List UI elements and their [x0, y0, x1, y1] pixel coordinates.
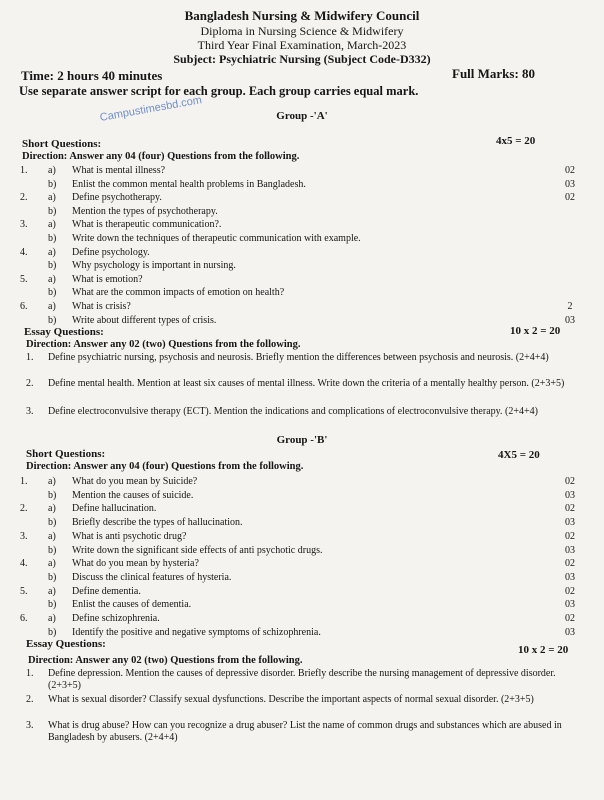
group-b-short-mark: 02: [565, 585, 575, 597]
group-a-short-row: [0, 286, 604, 299]
group-a-short-question-text: What are the common impacts of emotion on health?: [72, 287, 285, 299]
group-a-short-marks: 4x5 = 20: [496, 135, 536, 147]
group-b-short-question-text: Discuss the clinical features of hysteria.: [72, 571, 232, 583]
group-a-short-question-number: 5.: [20, 273, 28, 285]
group-a-short-part-letter: b): [48, 205, 57, 217]
group-b-short-part-letter: b): [48, 571, 57, 583]
group-a-short-row: [0, 259, 604, 272]
group-b-short-part-letter: a): [48, 530, 56, 542]
group-b-short-question-text: Define schizophrenia.: [72, 613, 160, 624]
group-b-short-question-number: 5.: [20, 585, 28, 597]
group-b-short-part-letter: b): [48, 626, 57, 638]
group-b-short-question-text: Enlist the causes of dementia.: [72, 599, 192, 611]
group-a-title: Group -'A': [276, 110, 328, 122]
group-a-essay-question-number: 3.: [26, 406, 34, 417]
group-a-short-question-text: What is emotion?: [72, 273, 143, 285]
group-b-short-row: [0, 612, 604, 625]
group-a-short-row: [0, 246, 604, 259]
group-a-short-question-number: 4.: [20, 246, 28, 258]
group-b-short-mark: 03: [565, 517, 575, 529]
group-a-short-part-letter: a): [48, 219, 56, 231]
group-b-short-question-text: What do you mean by Suicide?: [72, 476, 198, 487]
group-b-short-row: [0, 489, 604, 502]
group-a-short-row: [0, 191, 604, 204]
group-a-short-row: [0, 273, 604, 286]
group-b-short-mark: 03: [565, 489, 575, 501]
group-b-short-mark: 03: [565, 544, 575, 556]
group-a-short-question-number: 3.: [20, 219, 28, 231]
group-a-short-row: [0, 300, 604, 313]
group-b-essay-question-text: What is sexual disorder? Classify sexual dysfunctions. Describe the important aspects of normal sexual disorder. (2+3+5): [48, 694, 534, 705]
group-b-short-row: [0, 585, 604, 598]
group-b-short-part-letter: a): [48, 503, 56, 515]
group-b-short-question-text: Briefly describe the types of hallucination.: [72, 517, 243, 529]
group-b-short-row: [0, 598, 604, 611]
group-a-short-question-text: What is crisis?: [72, 301, 131, 312]
group-b-short-part-letter: a): [48, 585, 56, 597]
group-a-short-row: [0, 218, 604, 231]
group-b-short-question-number: 1.: [20, 476, 28, 487]
group-a-short-question-text: What is therapeutic communication?.: [72, 219, 222, 231]
group-b-short-mark: 03: [565, 626, 575, 638]
group-b-short-part-letter: a): [48, 558, 56, 570]
group-a-short-mark: 03: [565, 178, 575, 190]
general-instruction: Use separate answer script for each group. Each group carries equal mark.: [19, 84, 419, 98]
group-a-short-mark: 2: [567, 301, 573, 312]
group-a-essay-question-number: 1.: [26, 352, 34, 363]
group-a-essay-question-text: Define electroconvulsive therapy (ECT). Mention the indications and complications of electroconvulsive therapy. (2+4+4): [48, 406, 538, 417]
group-a-short-part-letter: b): [48, 287, 57, 299]
group-b-short-question-number: 6.: [20, 613, 28, 624]
group-b-short-row: [0, 502, 604, 515]
group-a-short-question-text: Define psychotherapy.: [72, 192, 162, 204]
group-a-short-question-text: Write down the techniques of therapeutic communication with example.: [72, 233, 361, 244]
group-b-short-question-text: Mention the causes of suicide.: [72, 489, 194, 501]
group-b-short-mark: 03: [565, 571, 575, 583]
group-b-essay-question-text: Define depression. Mention the causes of depressive disorder. Briefly describe the nursing management of depressive disorder.(2+3+5): [48, 668, 556, 691]
group-a-short-part-letter: a): [48, 246, 56, 258]
group-a-short-part-letter: b): [48, 178, 57, 190]
subject-title: Subject: Psychiatric Nursing (Subject Code-D332): [173, 52, 431, 66]
group-a-short-question-text: What is mental illness?: [72, 165, 166, 176]
group-a-short-mark: 03: [565, 314, 575, 326]
group-b-essay-question-number: 3.: [26, 720, 34, 731]
group-b-short-row: [0, 557, 604, 570]
group-b-short-part-letter: a): [48, 613, 56, 624]
group-b-title: Group -'B': [276, 434, 328, 446]
group-a-short-row: [0, 164, 604, 177]
full-marks: Full Marks: 80: [452, 66, 536, 81]
group-b-short-part-letter: a): [48, 476, 56, 487]
group-b-short-row: [0, 571, 604, 584]
group-b-short-mark: 03: [565, 599, 575, 611]
group-b-short-marks: 4X5 = 20: [498, 449, 540, 461]
group-a-essay-heading: Essay Questions:: [24, 326, 104, 338]
group-a-short-mark: 02: [565, 192, 575, 204]
group-a-short-part-letter: a): [48, 192, 56, 204]
group-a-short-row: [0, 205, 604, 218]
group-a-short-heading: Short Questions:: [22, 138, 102, 150]
watermark: Campustimesbd.com: [98, 94, 203, 124]
group-b-short-question-text: What do you mean by hysteria?: [72, 558, 199, 570]
group-b-short-question-text: Identify the positive and negative symptoms of schizophrenia.: [72, 626, 321, 638]
group-a-short-question-text: Write about different types of crisis.: [72, 314, 217, 326]
group-b-short-part-letter: b): [48, 599, 57, 611]
group-a-essay-question-text: Define psychiatric nursing, psychosis and neurosis. Briefly mention the differences between psychosis and neurosis. (2+4+4): [48, 352, 549, 363]
time-allowed: Time: 2 hours 40 minutes: [21, 68, 163, 83]
group-b-short-mark: 02: [565, 558, 575, 570]
group-b-short-row: [0, 544, 604, 557]
group-a-short-part-letter: a): [48, 165, 56, 176]
group-b-short-row: [0, 530, 604, 543]
group-a-essay-question-number: 2.: [26, 378, 34, 389]
group-b-short-row: [0, 475, 604, 488]
diploma-title: Diploma in Nursing Science & Midwifery: [200, 24, 404, 38]
group-b-short-mark: 02: [565, 476, 575, 487]
group-b-essay-question-number: 1.: [26, 668, 34, 679]
group-b-short-question-text: Write down the significant side effects of anti psychotic drugs.: [72, 544, 323, 556]
group-b-essay-marks: 10 x 2 = 20: [518, 644, 569, 656]
group-a-essay-question-text: Define mental health. Mention at least six causes of mental illness. Write down the criteria of a mentally healthy person. (2+3+5): [48, 378, 565, 389]
group-b-short-mark: 02: [565, 613, 575, 624]
group-a-short-direction: Direction: Answer any 04 (four) Questions from the following.: [22, 151, 300, 162]
council-title: Bangladesh Nursing & Midwifery Council: [184, 8, 420, 23]
group-a-short-row: [0, 178, 604, 191]
group-b-short-row: [0, 516, 604, 529]
group-a-short-question-text: Mention the types of psychotherapy.: [72, 205, 218, 217]
group-a-short-part-letter: b): [48, 233, 57, 244]
group-b-essay-question-text: What is drug abuse? How can you recognize a drug abuser? List the name of common drugs and substances which are abused in Bangladesh by abusers. (2+4+4): [48, 720, 562, 743]
group-b-short-question-number: 4.: [20, 558, 28, 570]
group-a-essay-marks: 10 x 2 = 20: [510, 325, 561, 337]
group-b-short-row: [0, 626, 604, 639]
exam-title: Third Year Final Examination, March-2023: [197, 38, 407, 52]
group-a-short-part-letter: b): [48, 260, 57, 272]
group-a-short-part-letter: b): [48, 314, 57, 326]
group-a-short-question-text: Enlist the common mental health problems in Bangladesh.: [72, 178, 306, 190]
group-b-short-part-letter: b): [48, 544, 57, 556]
group-b-short-direction: Direction: Answer any 04 (four) Questions from the following.: [26, 461, 304, 472]
group-a-short-question-number: 6.: [20, 301, 28, 312]
group-a-short-question-text: Define psychology.: [72, 246, 150, 258]
group-b-short-question-text: Define dementia.: [72, 585, 141, 597]
group-b-short-part-letter: b): [48, 517, 57, 529]
group-a-short-mark: 02: [565, 165, 575, 176]
group-b-short-question-text: Define hallucination.: [72, 503, 157, 515]
group-b-short-mark: 02: [565, 503, 575, 515]
group-b-short-question-text: What is anti psychotic drug?: [72, 530, 187, 542]
group-b-short-heading: Short Questions:: [26, 448, 106, 460]
group-a-short-row: [0, 232, 604, 245]
group-a-short-question-number: 2.: [20, 192, 28, 204]
group-b-short-part-letter: b): [48, 489, 57, 501]
group-a-short-question-text: Why psychology is important in nursing.: [72, 260, 236, 272]
group-b-short-question-number: 2.: [20, 503, 28, 515]
group-a-short-part-letter: a): [48, 301, 56, 312]
group-a-short-part-letter: a): [48, 273, 56, 285]
group-b-essay-heading: Essay Questions:: [26, 638, 106, 650]
group-b-short-mark: 02: [565, 530, 575, 542]
group-a-short-question-number: 1.: [20, 165, 28, 176]
group-b-short-question-number: 3.: [20, 530, 28, 542]
group-b-essay-question-number: 2.: [26, 694, 34, 705]
group-b-essay-direction: Direction: Answer any 02 (two) Questions from the following.: [28, 655, 303, 666]
group-a-essay-direction: Direction: Answer any 02 (two) Questions from the following.: [26, 339, 301, 350]
